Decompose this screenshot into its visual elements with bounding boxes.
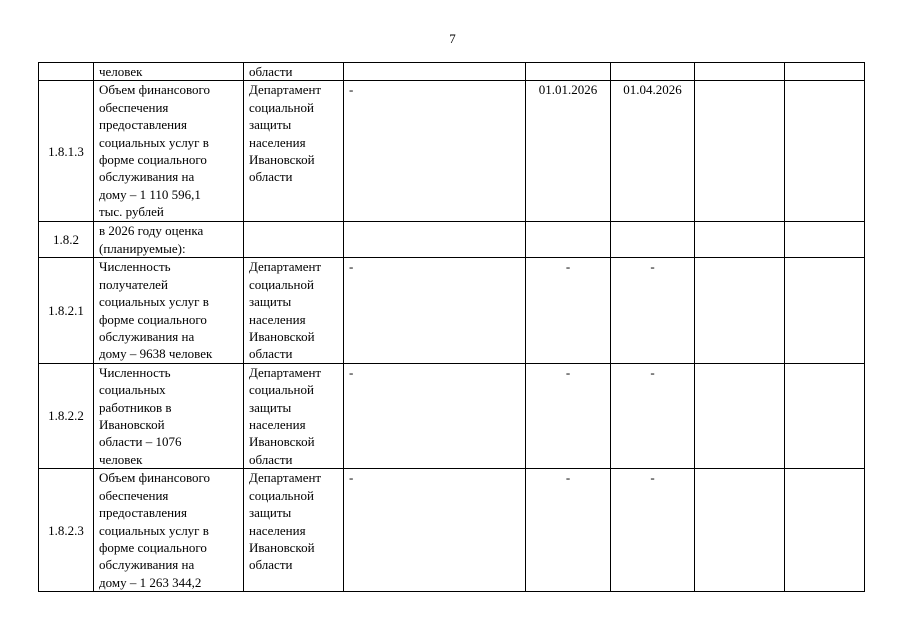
table-row — [39, 258, 865, 363]
cell — [695, 363, 785, 468]
department: Департамент социальной защиты населения Ивановской области — [244, 258, 344, 363]
indicator-text: Численность социальных работников в Ивановской области – 1076 человек — [94, 363, 244, 468]
cell — [526, 63, 611, 81]
cell — [695, 469, 785, 592]
start-date: - — [526, 258, 611, 363]
indicator-text: человек — [94, 63, 244, 81]
cell — [695, 222, 785, 258]
cell — [785, 363, 865, 468]
row-number: 1.8.2.1 — [39, 258, 94, 363]
row-number: 1.8.2.2 — [39, 363, 94, 468]
department: Департамент социальной защиты населения Ивановской области — [244, 363, 344, 468]
table-row — [39, 222, 865, 258]
end-date: - — [611, 469, 695, 592]
end-date: - — [611, 363, 695, 468]
cell — [344, 222, 526, 258]
cell — [611, 222, 695, 258]
cell — [695, 63, 785, 81]
cell: - — [344, 469, 526, 592]
indicator-text: в 2026 году оценка (планируемые): — [94, 222, 244, 258]
table-row — [39, 363, 865, 468]
cell — [695, 81, 785, 222]
end-date: 01.04.2026 — [611, 81, 695, 222]
department — [244, 222, 344, 258]
cell: - — [344, 363, 526, 468]
indicator-text: Объем финансового обеспечения предоставления социальных услуг в форме социального обслуживания на дому – 1 110 596,1 тыс. рублей — [94, 81, 244, 222]
cell — [785, 258, 865, 363]
table-row — [39, 63, 865, 81]
department: Департамент социальной защиты населения Ивановской области — [244, 469, 344, 592]
start-date: - — [526, 363, 611, 468]
department: Департамент социальной защиты населения Ивановской области — [244, 81, 344, 222]
start-date: - — [526, 469, 611, 592]
row-number: 1.8.2 — [39, 222, 94, 258]
row-number — [39, 63, 94, 81]
cell — [785, 81, 865, 222]
cell: - — [344, 81, 526, 222]
cell — [695, 258, 785, 363]
cell — [785, 63, 865, 81]
row-number: 1.8.2.3 — [39, 469, 94, 592]
plan-table — [38, 62, 865, 592]
table-row — [39, 81, 865, 222]
cell — [785, 222, 865, 258]
cell: - — [344, 258, 526, 363]
cell — [526, 222, 611, 258]
cell — [785, 469, 865, 592]
cell — [344, 63, 526, 81]
indicator-text: Численность получателей социальных услуг в форме социального обслуживания на дому – 9638 человек — [94, 258, 244, 363]
end-date: - — [611, 258, 695, 363]
cell — [611, 63, 695, 81]
indicator-text: Объем финансового обеспечения предоставления социальных услуг в форме социального обслуживания на дому – 1 263 344,2 — [94, 469, 244, 592]
row-number: 1.8.1.3 — [39, 81, 94, 222]
page-number: 7 — [449, 31, 456, 46]
start-date: 01.01.2026 — [526, 81, 611, 222]
table-row — [39, 469, 865, 592]
department: области — [244, 63, 344, 81]
